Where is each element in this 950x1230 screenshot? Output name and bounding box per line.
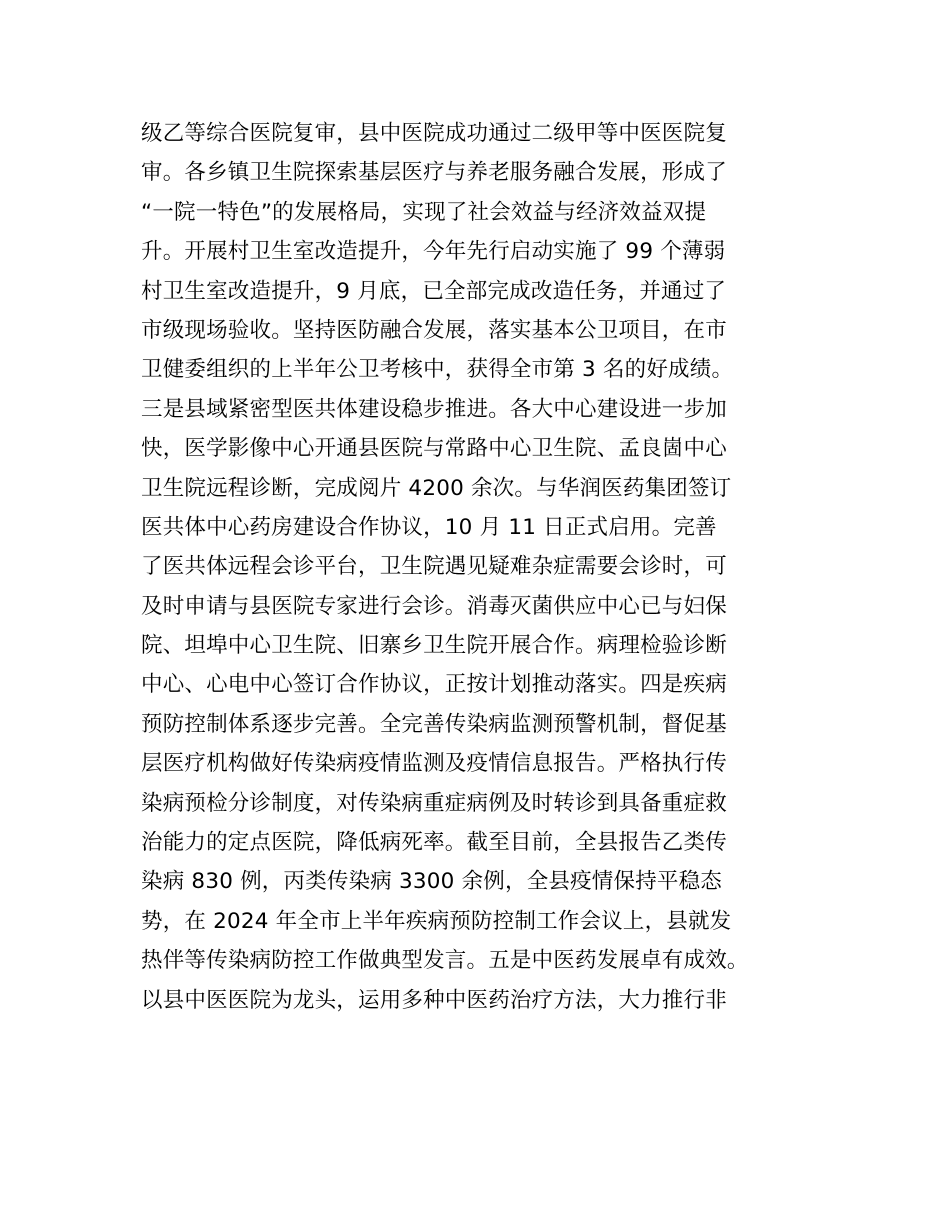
text-line: 染病 830 例，丙类传染病 3300 余例，全县疫情保持平稳态 bbox=[141, 869, 722, 895]
text-line: 层医疗机构做好传染病疫情监测及疫情信息报告。严格执行传 bbox=[141, 751, 727, 777]
text-line: 级乙等综合医院复审，县中医院成功通过二级甲等中医医院复 bbox=[141, 121, 727, 146]
text-line: 村卫生室改造提升，9 月底，已全部完成改造任务，并通过了 bbox=[141, 278, 727, 304]
body-text bbox=[141, 114, 841, 1020]
text-line: 卫健委组织的上半年公卫考核中，获得全市第 3 名的好成绩。 bbox=[141, 357, 734, 383]
text-line: 院、坦埠中心卫生院、旧寨乡卫生院开展合作。病理检验诊断 bbox=[141, 633, 727, 659]
text-line: 卫生院远程诊断，完成阅片 4200 余次。与华润医药集团签订 bbox=[141, 475, 732, 501]
text-line: 快，医学影像中心开通县医院与常路中心卫生院、孟良崮中心 bbox=[141, 436, 727, 462]
text-line: 预防控制体系逐步完善。全完善传染病监测预警机制，督促基 bbox=[141, 711, 727, 737]
text-line: 以县中医医院为龙头，运用多种中医药治疗方法，大力推行非 bbox=[141, 987, 727, 1013]
text-line: 治能力的定点医院，降低病死率。截至目前，全县报告乙类传 bbox=[141, 830, 727, 856]
text-line: 三是县域紧密型医共体建设稳步推进。各大中心建设进一步加 bbox=[141, 396, 727, 422]
text-line: 市级现场验收。坚持医防融合发展，落实基本公卫项目，在市 bbox=[141, 317, 727, 343]
text-line: 及时申请与县医院专家进行会诊。消毒灭菌供应中心已与妇保 bbox=[141, 593, 727, 619]
text-line: 染病预检分诊制度，对传染病重症病例及时转诊到具备重症救 bbox=[141, 790, 727, 816]
text-line: 势，在 2024 年全市上半年疾病预防控制工作会议上，县就发 bbox=[141, 908, 732, 934]
text-line: 热伴等传染病防控工作做典型发言。五是中医药发展卓有成效。 bbox=[141, 948, 749, 974]
text-line: 医共体中心药房建设合作协议，10 月 11 日正式启用。完善 bbox=[141, 514, 717, 540]
text-line: “一院一特色”的发展格局，实现了社会效益与经济效益双提 bbox=[141, 199, 707, 225]
text-line: 审。各乡镇卫生院探索基层医疗与养老服务融合发展，形成了 bbox=[141, 160, 727, 186]
text-line: 中心、心电中心签订合作协议，正按计划推动落实。四是疾病 bbox=[141, 672, 727, 698]
text-line: 了医共体远程会诊平台，卫生院遇见疑难杂症需要会诊时，可 bbox=[141, 554, 727, 580]
text-line: 升。开展村卫生室改造提升，今年先行启动实施了 99 个薄弱 bbox=[141, 239, 726, 265]
